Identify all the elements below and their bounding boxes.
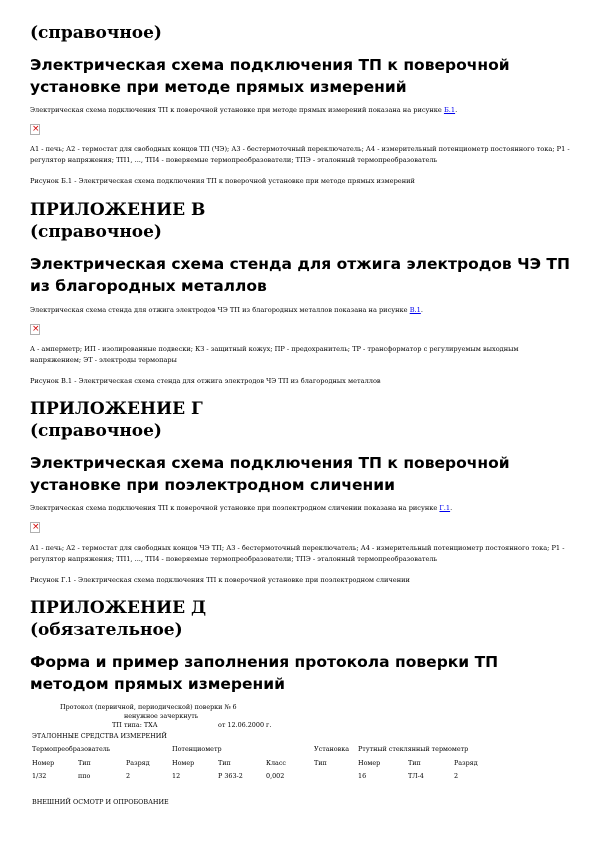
appendix-g-intro: Электрическая схема подключения ТП к поверочной установке при поэлектродном сличении показана на рисунке Г.1. xyxy=(30,504,453,512)
column-header: Номер xyxy=(358,759,381,767)
protocol-title: Протокол (первичной, периодической) поверки № 6 xyxy=(60,703,237,711)
table-cell: Р 363-2 xyxy=(218,772,243,780)
column-header: Тип xyxy=(408,759,421,767)
appendix-d-note: (обязательное) xyxy=(30,620,183,640)
appendix-v-heading: ПРИЛОЖЕНИЕ В xyxy=(30,200,206,220)
table-cell: ппо xyxy=(78,772,91,780)
figure-v1-link[interactable]: В.1 xyxy=(409,306,421,314)
appendix-v-title: Электрическая схема стенда для отжига электродов ЧЭ ТП из благородных металлов xyxy=(30,255,570,295)
column-header: Тип xyxy=(78,759,91,767)
table-cell: 1/32 xyxy=(32,772,47,780)
table-cell: 0,002 xyxy=(266,772,285,780)
appendix-g-title: Электрическая схема подключения ТП к поверочной установке при поэлектродном сличении xyxy=(30,454,510,494)
group-header: Установка xyxy=(314,745,350,753)
column-header: Разряд xyxy=(454,759,478,767)
figure-b1-link[interactable]: Б.1 xyxy=(443,106,456,114)
appendix-b-title: Электрическая схема подключения ТП к поверочной установке при методе прямых измерений xyxy=(30,56,510,96)
column-header: Номер xyxy=(172,759,195,767)
protocol-section-etalon: ЭТАЛОННЫЕ СРЕДСТВА ИЗМЕРЕНИЙ xyxy=(32,732,167,740)
protocol-strike-note: ненужное зачеркнуть xyxy=(124,712,199,720)
appendix-g-note: (справочное) xyxy=(30,421,162,441)
appendix-d-title: Форма и пример заполнения протокола поверки ТП методом прямых измерений xyxy=(30,653,499,693)
appendix-g-legend: А1 - печь; А2 - термостат для свободных концов ЧЭ ТП; А3 - бестермоточный переключатель; А4 - измерительный потенциометр постоянного тока; Р1 - регулятор напряжения; ТП1, ..., ТП4 - поверяемые термопреобразователи; ТПЭ - эталонный термопреобразователь xyxy=(30,544,565,563)
broken-image-icon xyxy=(30,324,40,335)
appendix-b-note: (справочное) xyxy=(30,23,162,43)
appendix-v-intro-text: Электрическая схема стенда для отжига электродов ЧЭ ТП из благородных металлов показана на рисунке xyxy=(30,306,408,314)
broken-image-icon xyxy=(30,124,40,135)
appendix-v-legend: А - амперметр; ИП - изолированные подвески; КЗ - защитный кожух; ПР - предохранитель; ТР - трансформатор с регулируемым выходным напряжением; ЭТ - электроды термопары xyxy=(30,345,519,364)
table-cell: 16 xyxy=(358,772,367,780)
table-cell: ТЛ-4 xyxy=(408,772,424,780)
figure-b1-caption: Рисунок Б.1 - Электрическая схема подключения ТП к поверочной установке при методе прямых измерений xyxy=(30,177,415,185)
column-header: Разряд xyxy=(126,759,150,767)
appendix-d-heading: ПРИЛОЖЕНИЕ Д xyxy=(30,598,207,618)
appendix-b-intro: Электрическая схема подключения ТП к поверочной установке при методе прямых измерений показана на рисунке Б.1. xyxy=(30,106,458,114)
protocol-tp-type: ТП типа: ТХА xyxy=(112,721,158,729)
group-header: Термопреобразователь xyxy=(32,745,111,753)
table-cell: 2 xyxy=(454,772,459,780)
protocol-section-inspection: ВНЕШНИЙ ОСМОТР И ОПРОБОВАНИЕ xyxy=(32,798,169,806)
group-header: Потенциометр xyxy=(172,745,222,753)
appendix-g-intro-text: Электрическая схема подключения ТП к поверочной установке при поэлектродном сличении показана на рисунке xyxy=(30,504,438,512)
protocol-date: от 12.06.2000 г. xyxy=(218,721,272,729)
broken-image-icon xyxy=(30,522,40,533)
appendix-v-note: (справочное) xyxy=(30,222,162,242)
column-header: Номер xyxy=(32,759,55,767)
table-cell: 2 xyxy=(126,772,131,780)
figure-v1-caption: Рисунок В.1 - Электрическая схема стенда для отжига электродов ЧЭ ТП из благородных металлов xyxy=(30,377,381,385)
group-header: Ртутный стеклянный термометр xyxy=(358,745,469,753)
appendix-b-legend: А1 - печь; А2 - термостат для свободных концов ТП (ЧЭ); А3 - бестермоточный переключатель; А4 - измерительный потенциометр постоянного тока; Р1 - регулятор напряжения; ТП1, ..., ТП4 - поверяемые термопреобразователи; ТПЭ - эталонный термопреобразователь xyxy=(30,145,570,164)
appendix-b-intro-text: Электрическая схема подключения ТП к поверочной установке при методе прямых измерений показана на рисунке xyxy=(30,106,442,114)
column-header: Тип xyxy=(314,759,327,767)
table-cell: 12 xyxy=(172,772,181,780)
column-header: Тип xyxy=(218,759,231,767)
figure-g1-caption: Рисунок Г.1 - Электрическая схема подключения ТП к поверочной установке при поэлектродном сличении xyxy=(30,576,410,584)
column-header: Класс xyxy=(266,759,286,767)
appendix-g-heading: ПРИЛОЖЕНИЕ Г xyxy=(30,399,203,419)
appendix-v-intro: Электрическая схема стенда для отжига электродов ЧЭ ТП из благородных металлов показана на рисунке В.1. xyxy=(30,306,423,314)
figure-g1-link[interactable]: Г.1 xyxy=(439,504,451,512)
